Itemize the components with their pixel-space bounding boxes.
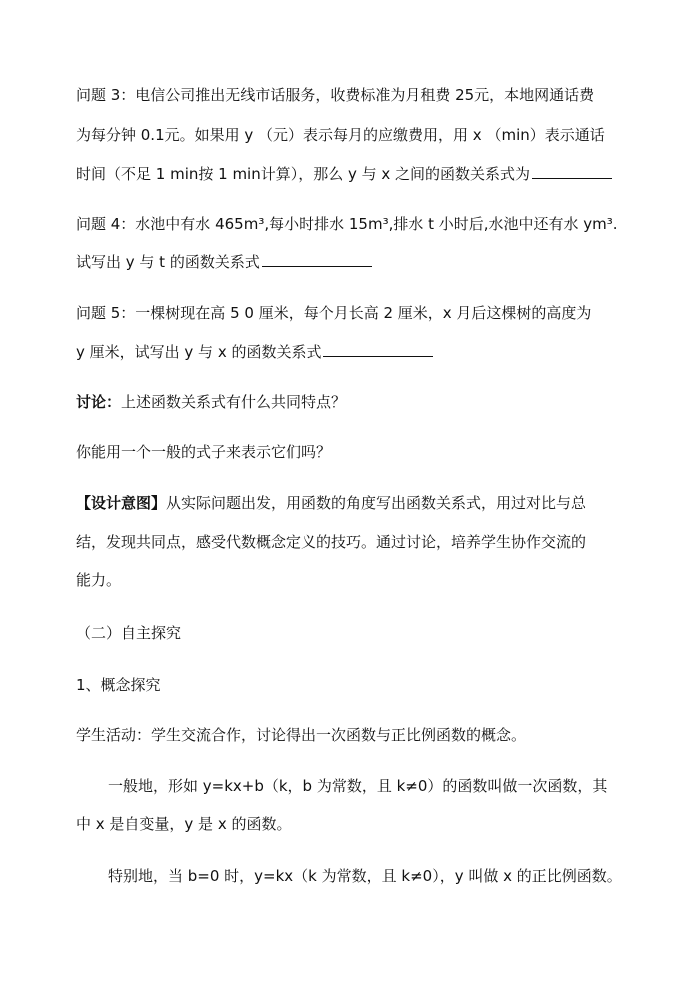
problem5-line2-text: y 厘米，试写出 y 与 x 的函数关系式 <box>76 343 322 361</box>
definition-linear-line2: 中 x 是自变量，y 是 x 的函数。 <box>76 815 292 833</box>
design-intent-line2: 结，发现共同点，感受代数概念定义的技巧。通过讨论，培养学生协作交流的 <box>76 533 587 551</box>
problem4-line2-text: 试写出 y 与 t 的函数关系式 <box>76 253 260 271</box>
problem3-line1: 问题 3：电信公司推出无线市话服务，收费标准为月租费 25元，本地网通话费 <box>76 86 595 104</box>
problem3-line3-text: 时间（不足 1 min按 1 min计算），那么 y 与 x 之间的函数关系式为 <box>76 165 531 183</box>
problem3-line3 <box>76 163 612 185</box>
design-intent-line3: 能力。 <box>76 571 122 589</box>
problem3-line2: 为每分钟 0.1元。如果用 y （元）表示每月的应缴费用，用 x （min）表示通话 <box>76 126 605 144</box>
design-intent-line1 <box>76 493 586 515</box>
design-intent-text1: 从实际问题出发，用函数的角度写出函数关系式，用过对比与总 <box>166 494 587 512</box>
discussion-question2: 你能用一个一般的式子来表示它们吗？ <box>76 443 332 461</box>
problem4-line2 <box>76 251 372 273</box>
design-intent-label: 【设计意图】 <box>76 494 167 512</box>
problem5-line2 <box>76 341 433 363</box>
discussion-label: 讨论： <box>76 393 122 411</box>
answer-blank-5 <box>323 341 433 357</box>
student-activity: 学生活动：学生交流合作，讨论得出一次函数与正比例函数的概念。 <box>76 726 527 744</box>
discussion-question1: 上述函数关系式有什么共同特点？ <box>121 393 347 411</box>
answer-blank-3 <box>532 163 612 179</box>
definition-linear-line1: 一般地，形如 y=kx+b（k，b 为常数，且 k≠0）的函数叫做一次函数，其 <box>108 777 608 795</box>
problem5-line1: 问题 5：一棵树现在高 5 0 厘米，每个月长高 2 厘米，x 月后这棵树的高度为 <box>76 304 592 322</box>
discussion-line <box>76 392 346 414</box>
section-subheading: 1、概念探究 <box>76 676 161 694</box>
definition-proportional: 特别地，当 b=0 时，y=kx（k 为常数，且 k≠0），y 叫做 x 的正比例函数。 <box>108 867 622 885</box>
section-heading: （二）自主探究 <box>76 624 182 642</box>
problem4-line1: 问题 4：水池中有水 465m³,每小时排水 15m³,排水 t 小时后,水池中还有水 ym³. <box>76 215 618 233</box>
answer-blank-4 <box>262 251 372 267</box>
